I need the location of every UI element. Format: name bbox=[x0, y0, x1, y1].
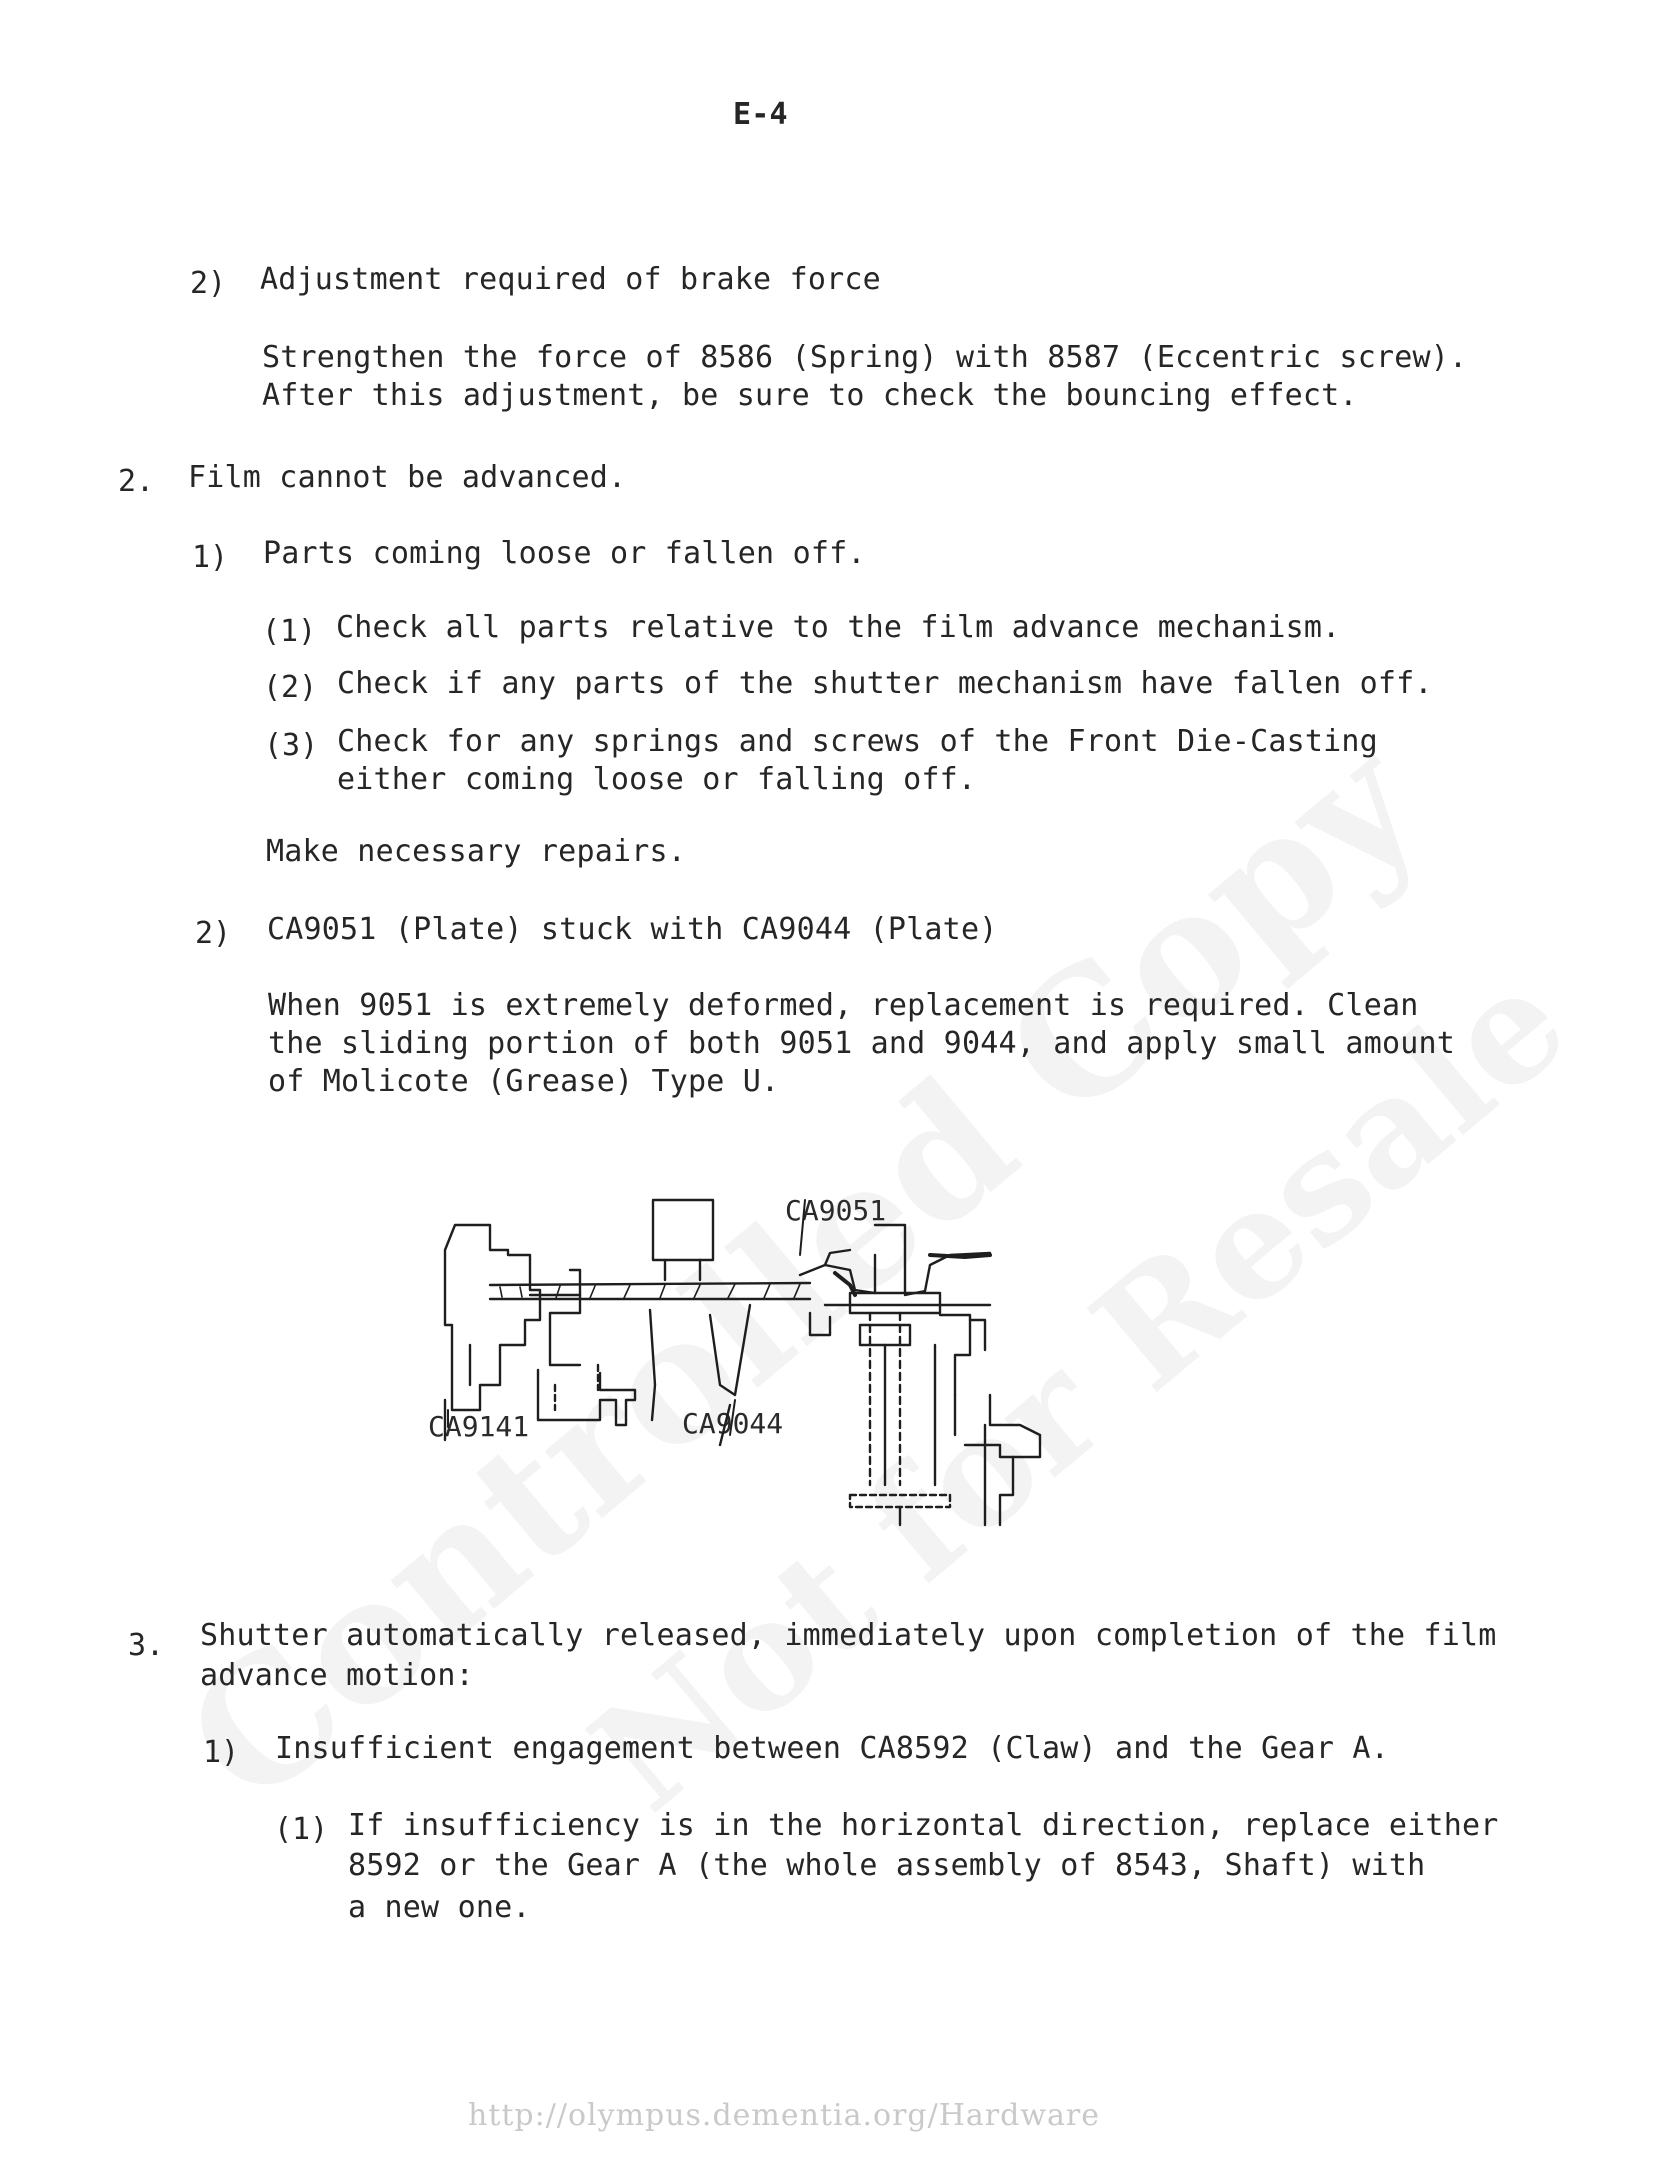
page-number: E-4 bbox=[733, 97, 788, 132]
s2-number: 2. bbox=[118, 464, 155, 499]
s3-item1-sub1-line1: If insufficiency is in the horizontal direction, replace either bbox=[348, 1808, 1499, 1843]
s2-item1-sub3-line2: either coming loose or falling off. bbox=[337, 762, 977, 797]
s2-item2-number: 2) bbox=[195, 916, 232, 951]
s2-item1-sub1: Check all parts relative to the film advance mechanism. bbox=[336, 610, 1341, 645]
s1-item2-title: Adjustment required of brake force bbox=[260, 262, 881, 297]
s2-title: Film cannot be advanced. bbox=[188, 460, 627, 495]
s2-item1-title: Parts coming loose or fallen off. bbox=[263, 536, 866, 571]
s3-item1-sub1-line2: 8592 or the Gear A (the whole assembly of 8543, Shaft) with bbox=[348, 1848, 1426, 1883]
s1-item2-body-line2: After this adjustment, be sure to check the bouncing effect. bbox=[262, 378, 1358, 413]
s2-item1-sub2: Check if any parts of the shutter mechanism have fallen off. bbox=[337, 666, 1433, 701]
diagram-label-ca9141: CA9141 bbox=[428, 1410, 530, 1443]
s3-item1-sub1-number: (1) bbox=[274, 1812, 329, 1847]
s2-item1-sub3-line1: Check for any springs and screws of the Front Die-Casting bbox=[337, 724, 1378, 759]
s2-item1-sub2-number: (2) bbox=[263, 670, 318, 705]
s2-item1-sub1-number: (1) bbox=[262, 614, 317, 649]
s1-item2-number: 2) bbox=[190, 266, 227, 301]
mechanism-diagram bbox=[430, 1195, 1060, 1535]
s3-item1-title: Insufficient engagement between CA8592 (Claw) and the Gear A. bbox=[275, 1731, 1389, 1766]
s3-number: 3. bbox=[128, 1628, 165, 1663]
s2-item1-note: Make necessary repairs. bbox=[266, 834, 687, 869]
s3-item1-number: 1) bbox=[203, 1735, 240, 1770]
diagram-label-ca9044: CA9044 bbox=[682, 1407, 784, 1440]
diagram-label-ca9051: CA9051 bbox=[785, 1194, 887, 1227]
s3-item1-sub1-line3: a new one. bbox=[348, 1890, 531, 1925]
s1-item2-body-line1: Strengthen the force of 8586 (Spring) with 8587 (Eccentric screw). bbox=[262, 340, 1468, 375]
s2-item1-sub3-number: (3) bbox=[264, 728, 319, 763]
s3-title-line2: advance motion: bbox=[200, 1658, 474, 1693]
s3-title-line1: Shutter automatically released, immediately upon completion of the film bbox=[200, 1618, 1497, 1653]
s2-item2-body-line1: When 9051 is extremely deformed, replacement is required. Clean bbox=[268, 988, 1419, 1023]
s2-item1-number: 1) bbox=[192, 540, 229, 575]
s2-item2-body-line3: of Molicote (Grease) Type U. bbox=[268, 1064, 780, 1099]
s2-item2-title: CA9051 (Plate) stuck with CA9044 (Plate) bbox=[267, 912, 998, 947]
s2-item2-body-line2: the sliding portion of both 9051 and 9044, and apply small amount bbox=[268, 1026, 1455, 1061]
footer-url: http://olympus.dementia.org/Hardware bbox=[468, 2098, 1100, 2133]
